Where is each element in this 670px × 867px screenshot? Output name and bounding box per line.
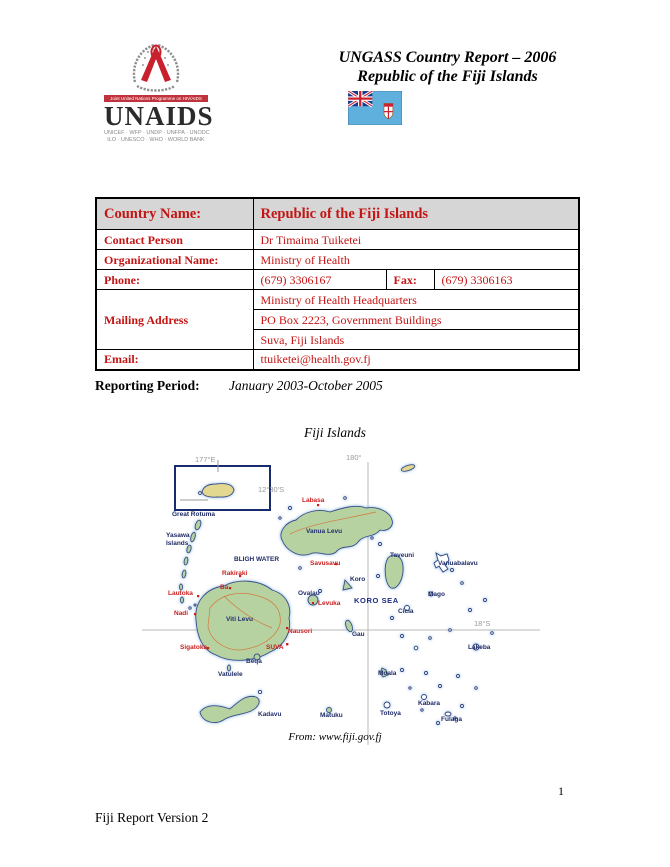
fax-value: (679) 3306163 <box>434 270 579 290</box>
fiji-shield <box>384 104 393 119</box>
contact-person-label: Contact Person <box>96 230 253 250</box>
map-label-fulaga: Fulaga <box>441 716 462 723</box>
map-label-bligh-water: BLIGH WATER <box>234 556 280 563</box>
table-row-mailing-1 <box>96 290 579 310</box>
fax-label: Fax: <box>386 270 434 290</box>
map-title: Fiji Islands <box>304 425 366 440</box>
map-label-vanuabalavu: Vanuabalavu <box>438 560 478 567</box>
map-label-180-: 180° <box>346 453 362 462</box>
map-label-cicia: Cicia <box>398 608 414 615</box>
map-source-caption: From: www.fiji.gov.fj <box>288 731 382 743</box>
map-label-gau: Gau <box>352 631 365 638</box>
unaids-logo <box>104 40 214 144</box>
fiji-flag <box>348 91 402 125</box>
phone-label: Phone: <box>96 270 253 290</box>
map-label-matuku: Matuku <box>320 712 343 719</box>
map-label-moala: Moala <box>378 670 397 677</box>
country-info-table <box>95 197 580 371</box>
table-row-contact <box>96 230 579 250</box>
mailing-address-line2: PO Box 2223, Government Buildings <box>253 310 579 330</box>
reporting-period <box>95 378 383 394</box>
map-label-lautoka: Lautoka <box>168 590 193 597</box>
unaids-wordmark: UNAIDS <box>104 101 214 131</box>
map-label-beqa: Beqa <box>246 658 262 665</box>
map-label-viti-levu: Viti Levu <box>226 616 253 623</box>
map-label-ba: Ba <box>220 584 229 591</box>
mailing-address-label: Mailing Address <box>96 290 253 350</box>
contact-person-value: Dr Timaima Tuiketei <box>253 230 579 250</box>
phone-value: (679) 3306167 <box>253 270 386 290</box>
map-label-savusavu: Savusavu <box>310 560 341 567</box>
country-name-value: Republic of the Fiji Islands <box>253 198 579 230</box>
org-name-value: Ministry of Health <box>253 250 579 270</box>
report-title-line1: UNGASS Country Report – 2006 <box>338 49 557 66</box>
map-label-18-s: 18°S <box>474 619 491 628</box>
map-label-totoya: Totoya <box>380 710 401 717</box>
logo-tagline-2: ILO · UNESCO · WHO · WORLD BANK <box>107 137 205 143</box>
email-label: Email: <box>96 350 253 370</box>
table-row-country <box>96 198 579 230</box>
map-label-ovalau: Ovalau <box>298 590 320 597</box>
map-label-suva: SUVA <box>266 644 284 651</box>
map-label-lakeba: Lakeba <box>468 644 491 651</box>
reporting-period-value: January 2003-October 2005 <box>228 378 383 393</box>
map-label-nausori: Nausori <box>288 628 313 635</box>
table-row-organization <box>96 250 579 270</box>
table-row-email <box>96 350 579 370</box>
map-label-sigatoka: Sigatoka <box>180 644 208 651</box>
org-name-label: Organizational Name: <box>96 250 253 270</box>
map-label-taveuni: Taveuni <box>390 552 415 559</box>
map-label-koro-sea: KORO SEA <box>354 596 399 605</box>
map-label-vatulele: Vatulele <box>218 671 243 678</box>
map-label-nadi: Nadi <box>174 610 189 617</box>
report-version: Fiji Report Version 2 <box>95 810 209 825</box>
country-name-label: Country Name: <box>96 198 253 230</box>
fiji-map <box>140 448 560 748</box>
logo-tagline-1: UNICEF · WFP · UNDP · UNFPA · UNODC <box>104 130 210 136</box>
map-label-labasa: Labasa <box>302 497 325 504</box>
page-number: 1 <box>558 784 564 798</box>
map-label-islands: Islands <box>166 540 189 547</box>
aids-ribbon <box>141 46 171 82</box>
map-label-177-e: 177°E <box>195 455 216 464</box>
map-label-koro: Koro <box>350 576 366 583</box>
logo-banner: Joint United Nations Programme on HIV/AIDS <box>104 95 208 102</box>
map-label-kadavu: Kadavu <box>258 711 282 718</box>
map-label-mago: Mago <box>428 591 445 598</box>
mailing-address-line1: Ministry of Health Headquarters <box>253 290 579 310</box>
map-label-vanua-levu: Vanua Levu <box>306 528 343 535</box>
map-labels <box>140 448 560 748</box>
map-label-great-rotuma: Great Rotuma <box>172 511 215 518</box>
reporting-period-label: Reporting Period: <box>95 378 200 393</box>
map-label-levuka: Levuka <box>318 600 341 607</box>
report-title-line2: Republic of the Fiji Islands <box>357 68 538 85</box>
email-value: ttuiketei@health.gov.fj <box>253 350 579 370</box>
union-jack <box>348 91 372 106</box>
table-row-phone-fax <box>96 270 579 290</box>
mailing-address-line3: Suva, Fiji Islands <box>253 330 579 350</box>
map-label-12-30-s: 12°30'S <box>258 485 285 494</box>
report-title-block <box>320 48 575 125</box>
unaids-crest-icon <box>125 40 187 94</box>
map-label-yasawa: Yasawa <box>166 532 190 539</box>
map-label-kabara: Kabara <box>418 700 441 707</box>
map-label-rakiraki: Rakiraki <box>222 570 248 577</box>
